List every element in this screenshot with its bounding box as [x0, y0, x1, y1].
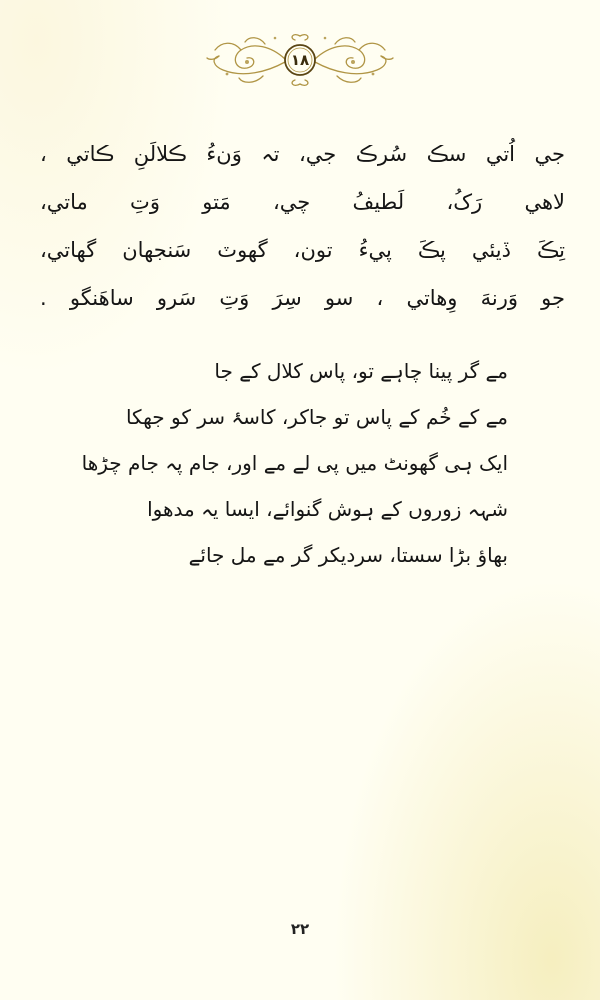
sindhi-verse-line: جو وَرنهَ وِهاتي ، سو سِرَ وَتِ سَرو ساهَنگو .	[40, 286, 565, 310]
urdu-verse-line: ایک ہی گھونٹ میں پی لے مے اور، جام پہ جام چڑھا	[81, 451, 508, 475]
urdu-translation-block	[60, 348, 530, 578]
sindhi-verse-line: جي اُتي سڪ سُرڪ جي، تہ وَنءُ ڪلالَنِ ڪاتي ،	[40, 142, 565, 166]
sindhi-verse-line: تِڪَ ڏيئي پڪَ پيءُ تون، گهوٽ سَنجهان گهاتي،	[40, 238, 565, 262]
floral-ornament-icon	[205, 28, 395, 90]
urdu-verse-line: بھاؤ بڑا سستا، سردیکر گر مے مل جائے	[188, 543, 508, 567]
sindhi-verse-block	[40, 130, 565, 322]
urdu-verse-line: مے گر پینا چاہے تو، پاس کلال کے جا	[214, 359, 508, 383]
page-number: ٢٢	[290, 920, 310, 938]
sindhi-verse-line: لاهي رَکُ، لَطيفُ چي، مَتو وَتِ ماتي،	[40, 190, 565, 214]
urdu-verse-line: مے کے خُم کے پاس تو جاکر، کاسۂ سر کو جھکا	[125, 405, 508, 429]
chapter-number: ١٨	[290, 51, 310, 69]
urdu-verse-line: شہہ زوروں کے ہوش گنوائے، ایسا یہ مدھوا	[147, 497, 508, 521]
